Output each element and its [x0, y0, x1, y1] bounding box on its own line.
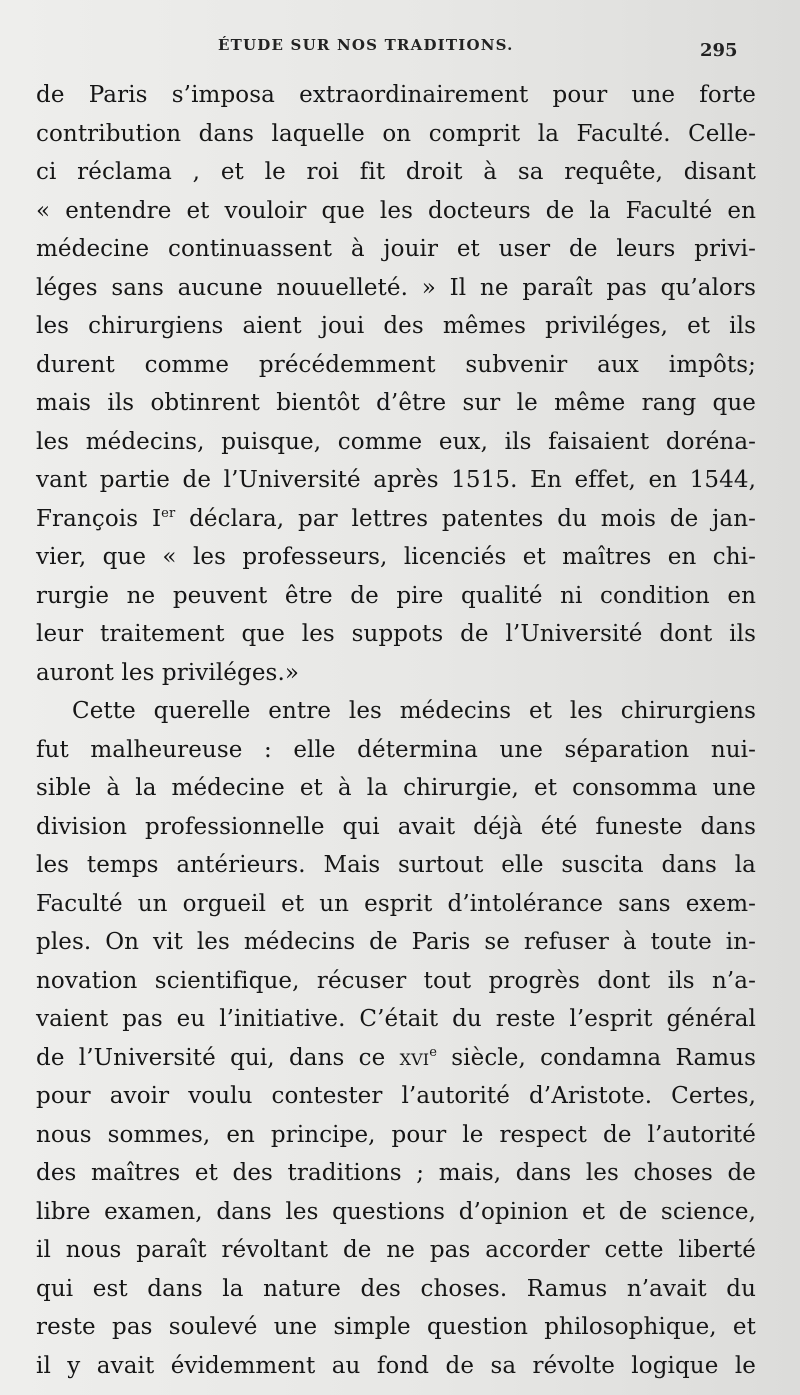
text-line: vaient pas eu l’initiative. C’était du reste l’esprit général: [36, 1006, 756, 1032]
text-fragment: François I: [36, 505, 162, 532]
text-line: mais ils obtinrent bientôt d’être sur le même rang que: [36, 390, 756, 416]
text-line: pour avoir voulu contester l’autorité d’Aristote. Certes,: [36, 1083, 756, 1109]
text-line: contribution dans laquelle on comprit la Faculté. Celle-: [36, 120, 756, 147]
body-text: [36, 76, 756, 1385]
text-line: fut malheureuse : elle détermina une séparation nui-: [36, 736, 756, 763]
text-line: médecine continuassent à jouir et user de leurs privi-: [36, 236, 756, 262]
century-numeral: xvi: [399, 1044, 430, 1071]
text-line: il nous paraît révoltant de ne pas accorder cette liberté: [36, 1237, 756, 1263]
text-fragment: déclara, par lettres patentes du mois de jan-: [175, 505, 757, 532]
text-line: les médecins, puisque, comme eux, ils faisaient doréna-: [36, 428, 756, 455]
text-line: les chirurgiens aient joui des mêmes priviléges, et ils: [36, 313, 756, 339]
text-line: les temps antérieurs. Mais surtout elle suscita dans la: [36, 852, 756, 878]
text-line: vier, que « les professeurs, licenciés et maîtres en chi-: [36, 544, 756, 570]
text-line: [36, 1039, 756, 1078]
text-line: qui est dans la nature des choses. Ramus n’avait du: [36, 1275, 756, 1302]
superscript: e: [429, 1044, 437, 1060]
text-fragment: de l’Université qui, dans ce: [36, 1044, 400, 1071]
text-line: ci réclama , et le roi fit droit à sa requête, disant: [36, 159, 756, 185]
running-title: ÉTUDE SUR NOS TRADITIONS.: [218, 36, 514, 54]
text-line: durent comme précédemment subvenir aux impôts;: [36, 351, 756, 378]
text-line: leur traitement que les suppots de l’Université dont ils: [36, 621, 756, 647]
text-line: il y avait évidemment au fond de sa révolte logique le: [36, 1352, 756, 1379]
text-line: division professionnelle qui avait déjà été funeste dans: [36, 813, 756, 840]
text-line: rurgie ne peuvent être de pire qualité ni condition en: [36, 582, 756, 609]
running-head: [0, 36, 800, 64]
text-line: « entendre et vouloir que les docteurs de la Faculté en: [36, 197, 756, 224]
superscript: er: [161, 505, 176, 521]
text-fragment: siècle, condamna Ramus: [436, 1044, 756, 1071]
text-line: nous sommes, en principe, pour le respect de l’autorité: [36, 1121, 756, 1148]
text-line: léges sans aucune nouuelleté. » Il ne paraît pas qu’alors: [36, 274, 756, 301]
text-line: vant partie de l’Université après 1515. En effet, en 1544,: [36, 467, 756, 493]
text-line: novation scientifique, récuser tout progrès dont ils n’a-: [36, 967, 756, 994]
text-line: [36, 500, 756, 539]
text-line: reste pas soulevé une simple question philosophique, et: [36, 1314, 756, 1340]
text-line: auront les priviléges.»: [36, 659, 300, 686]
text-line: sible à la médecine et à la chirurgie, et consomma une: [36, 775, 756, 801]
text-line: des maîtres et des traditions ; mais, dans les choses de: [36, 1160, 756, 1186]
text-line: ples. On vit les médecins de Paris se refuser à toute in-: [36, 929, 756, 955]
text-line: Faculté un orgueil et un esprit d’intolérance sans exem-: [36, 890, 756, 917]
text-line: de Paris s’imposa extraordinairement pour une forte: [36, 82, 756, 108]
text-line: libre examen, dans les questions d’opinion et de science,: [36, 1198, 756, 1225]
text-line: Cette querelle entre les médecins et les chirurgiens: [72, 698, 756, 724]
page-number: 295: [700, 40, 738, 61]
